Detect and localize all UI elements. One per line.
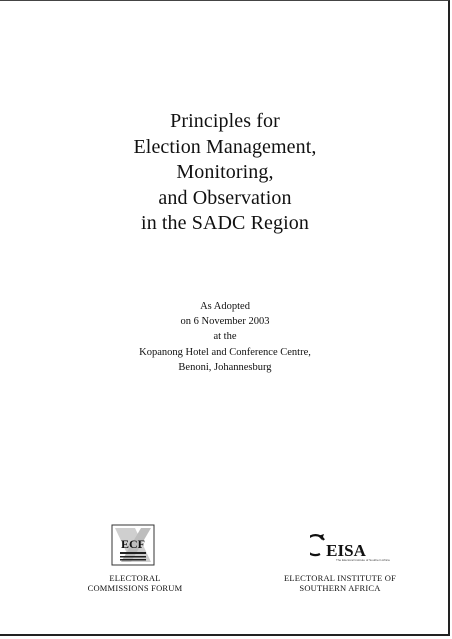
adoption-statement [0, 299, 450, 375]
ecf-logo-text: ECF [121, 537, 145, 551]
adoption-line: on 6 November 2003 [180, 316, 270, 328]
adoption-line: As Adopted [200, 301, 250, 312]
adoption-line: Benoni, Johannesburg [178, 361, 272, 373]
title-line: and Observation [158, 186, 292, 209]
title-line: Election Management, [133, 135, 317, 158]
title-line: in the SADC Region [141, 212, 309, 234]
ecf-name [62, 573, 208, 593]
document-title [0, 109, 450, 237]
eisa-logo-text: EISA [326, 541, 366, 560]
eisa-name [262, 573, 418, 593]
eisa-tagline: The Electoral Institute of Southern Africa [336, 558, 390, 562]
org-name-line: ELECTORAL [109, 573, 161, 583]
title-line: Monitoring, [176, 161, 274, 183]
ecf-logo-icon [111, 524, 155, 566]
org-name-line: ELECTORAL INSTITUTE OF [283, 573, 397, 583]
title-line: Principles for [170, 110, 280, 132]
org-name-line: SOUTHERN AFRICA [299, 583, 381, 593]
adoption-line: at the [213, 331, 237, 343]
org-name-line: COMMISSIONS FORUM [87, 583, 183, 593]
adoption-line: Kopanong Hotel and Conference Centre, [139, 346, 311, 358]
